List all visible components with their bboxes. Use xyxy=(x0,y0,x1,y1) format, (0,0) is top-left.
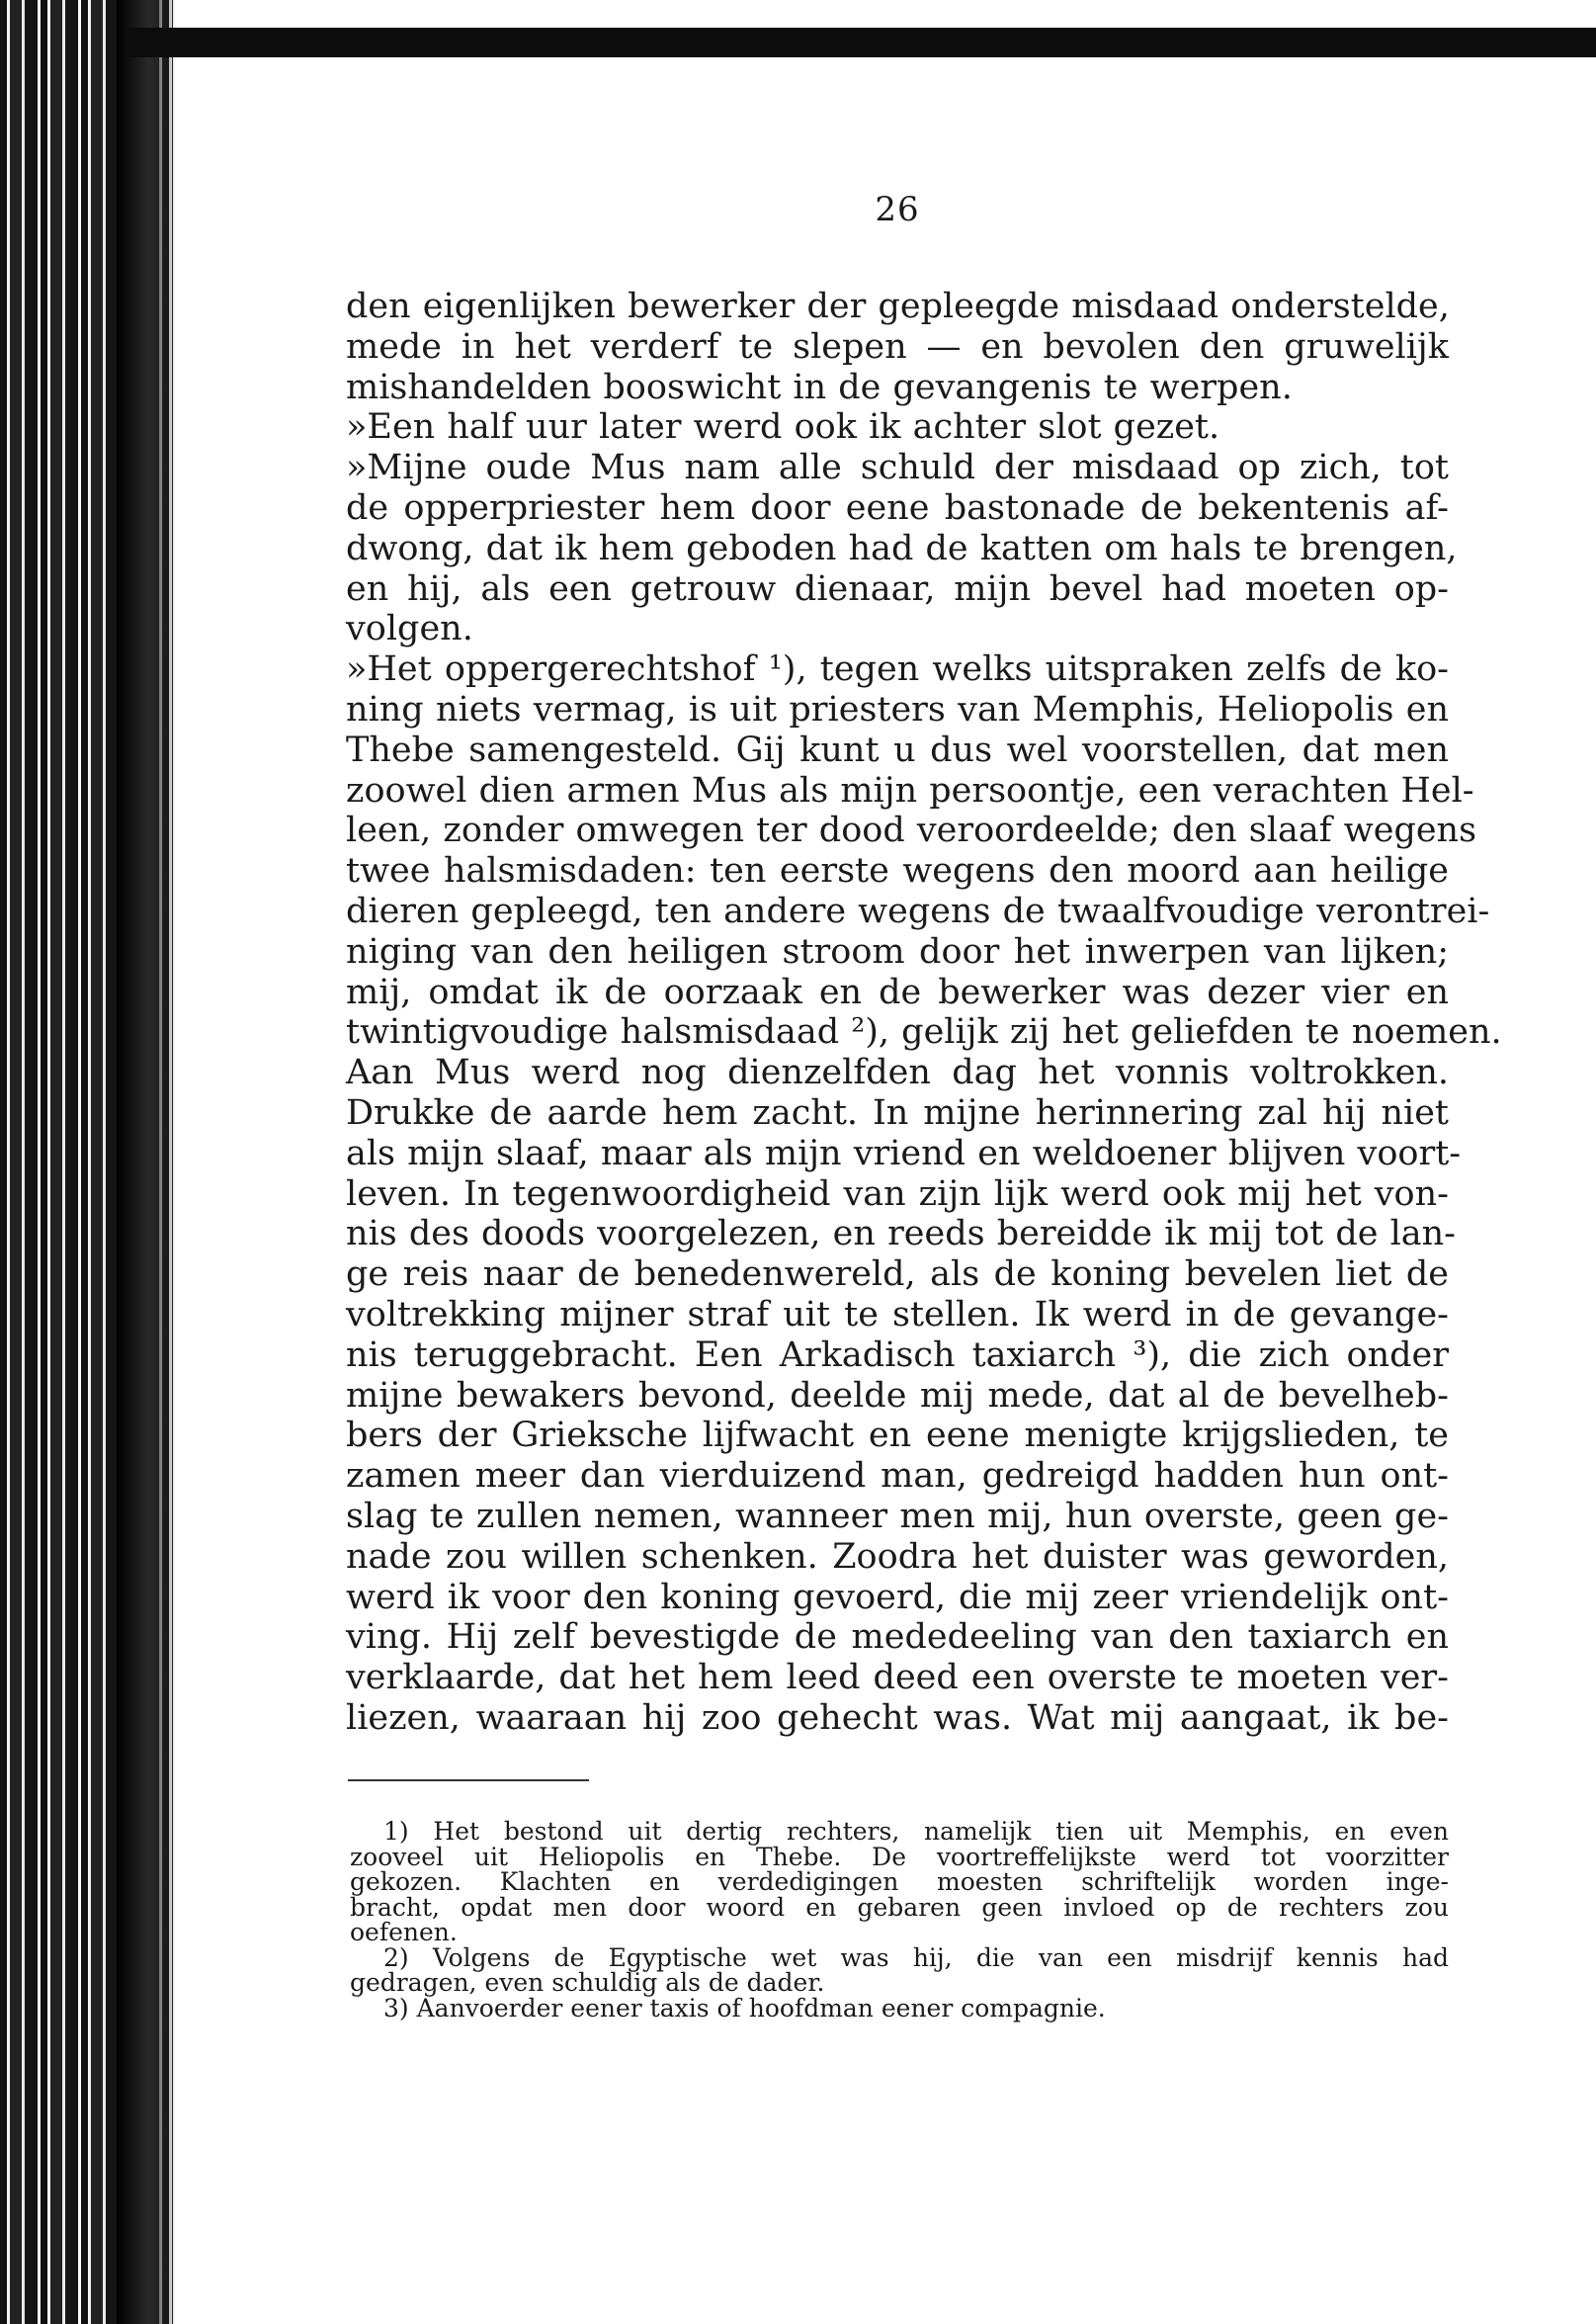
body-line: Thebe samengesteld. Gij kunt u dus wel voorstellen, dat men xyxy=(346,730,1449,770)
gutter-shadow xyxy=(117,0,176,2324)
body-line: »Het oppergerechtshof ¹), tegen welks uitspraken zelfs de ko- xyxy=(346,649,1449,690)
body-line: ge reis naar de benedenwereld, als de koning bevelen liet de xyxy=(346,1254,1449,1295)
body-line: Drukke de aarde hem zacht. In mijne herinnering zal hij niet xyxy=(346,1092,1449,1133)
body-line: liezen, waaraan hij zoo gehecht was. Wat mij aangaat, ik be- xyxy=(346,1697,1449,1738)
body-line: Aan Mus werd nog dienzelfden dag het vonnis voltrokken. xyxy=(346,1053,1449,1093)
body-line: werd ik voor den koning gevoerd, die mij zeer vriendelijk ont- xyxy=(346,1577,1449,1617)
body-line: nis teruggebracht. Een Arkadisch taxiarch ³), die zich onder xyxy=(346,1334,1449,1375)
body-line: zoowel dien armen Mus als mijn persoontje, een verachten Hel- xyxy=(346,770,1474,811)
body-line: »Mijne oude Mus nam alle schuld der misdaad op zich, tot xyxy=(346,448,1449,488)
body-line: twintigvoudige halsmisdaad ²), gelijk zij het geliefden te noemen. xyxy=(346,1012,1502,1053)
footnote-line: bracht, opdat men door woord en gebaren geen invloed op de rechters zou xyxy=(350,1892,1449,1922)
body-line: nis des doods voorgelezen, en reeds bereidde ik mij tot de lan- xyxy=(346,1214,1457,1254)
footnote-separator xyxy=(348,1779,589,1781)
body-line: verklaarde, dat het hem leed deed een overste te moeten ver- xyxy=(346,1658,1449,1698)
body-line: »Een half uur later werd ook ik achter slot gezet. xyxy=(346,407,1220,448)
footnote-line: zooveel uit Heliopolis en Thebe. De voortreffelijkste werd tot voorzitter xyxy=(350,1842,1449,1871)
footnote-line: gedragen, even schuldig als de dader. xyxy=(350,1968,825,1997)
body-line: bers der Grieksche lijfwacht en eene menigte krijgslieden, te xyxy=(346,1416,1449,1456)
body-line: mede in het verderf te slepen — en bevolen den gruwelijk xyxy=(346,326,1449,367)
body-line: slag te zullen nemen, wanneer men mij, hun overste, geen ge- xyxy=(346,1496,1449,1536)
body-text xyxy=(346,287,1502,1739)
body-line: mishandelden booswicht in de gevangenis te werpen. xyxy=(346,367,1293,407)
body-line: ning niets vermag, is uit priesters van Memphis, Heliopolis en xyxy=(346,689,1449,730)
page-number: 26 xyxy=(875,190,920,229)
scan-edge-bar xyxy=(128,28,1596,57)
body-line: den eigenlijken bewerker der gepleegde misdaad onderstelde, xyxy=(346,287,1450,326)
body-line: en hij, als een getrouw dienaar, mijn bevel had moeten op- xyxy=(346,568,1449,609)
footnote-line: oefenen. xyxy=(350,1918,458,1946)
body-line: zamen meer dan vierduizend man, gedreigd hadden hun ont- xyxy=(346,1456,1449,1497)
body-line: leven. In tegenwoordigheid van zijn lijk werd ook mij het von- xyxy=(346,1173,1449,1214)
body-line: volgen. xyxy=(346,609,473,649)
body-line: twee halsmisdaden: ten eerste wegens den moord aan heilige xyxy=(346,851,1449,892)
body-line: dieren gepleegd, ten andere wegens de twaalfvoudige verontrei- xyxy=(346,891,1490,931)
body-line: als mijn slaaf, maar als mijn vriend en weldoener blijven voort- xyxy=(346,1133,1462,1173)
body-line: voltrekking mijner straf uit te stellen. Ik werd in de gevange- xyxy=(346,1294,1449,1334)
body-line: leen, zonder omwegen ter dood veroordeelde; den slaaf wegens xyxy=(346,811,1477,851)
body-line: niging van den heiligen stroom door het inwerpen van lijken; xyxy=(346,931,1449,972)
footnote-1: 1) Het bestond uit dertig rechters, namelijk tien uit Memphis, en even xyxy=(383,1817,1449,1846)
footnote-line: gekozen. Klachten en verdedigingen moesten schriftelijk worden inge- xyxy=(350,1867,1449,1896)
footnote-3: 3) Aanvoerder eener taxis of hoofdman eener compagnie. xyxy=(383,1993,1106,2023)
body-line: nade zou willen schenken. Zoodra het duister was geworden, xyxy=(346,1536,1449,1577)
body-line: mijne bewakers bevond, deelde mij mede, dat al de bevelheb- xyxy=(346,1375,1449,1416)
body-line: dwong, dat ik hem geboden had de katten om hals te brengen, xyxy=(346,528,1458,568)
body-line: mij, omdat ik de oorzaak en de bewerker was dezer vier en xyxy=(346,972,1449,1012)
footnote-2: 2) Volgens de Egyptische wet was hij, die van een misdrijf kennis had xyxy=(383,1942,1449,1972)
body-line: ving. Hij zelf bevestigde de mededeeling van den taxiarch en xyxy=(346,1617,1449,1658)
body-line: de opperpriester hem door eene bastonade de bekentenis af- xyxy=(346,487,1449,528)
footnotes xyxy=(350,1817,1449,2023)
